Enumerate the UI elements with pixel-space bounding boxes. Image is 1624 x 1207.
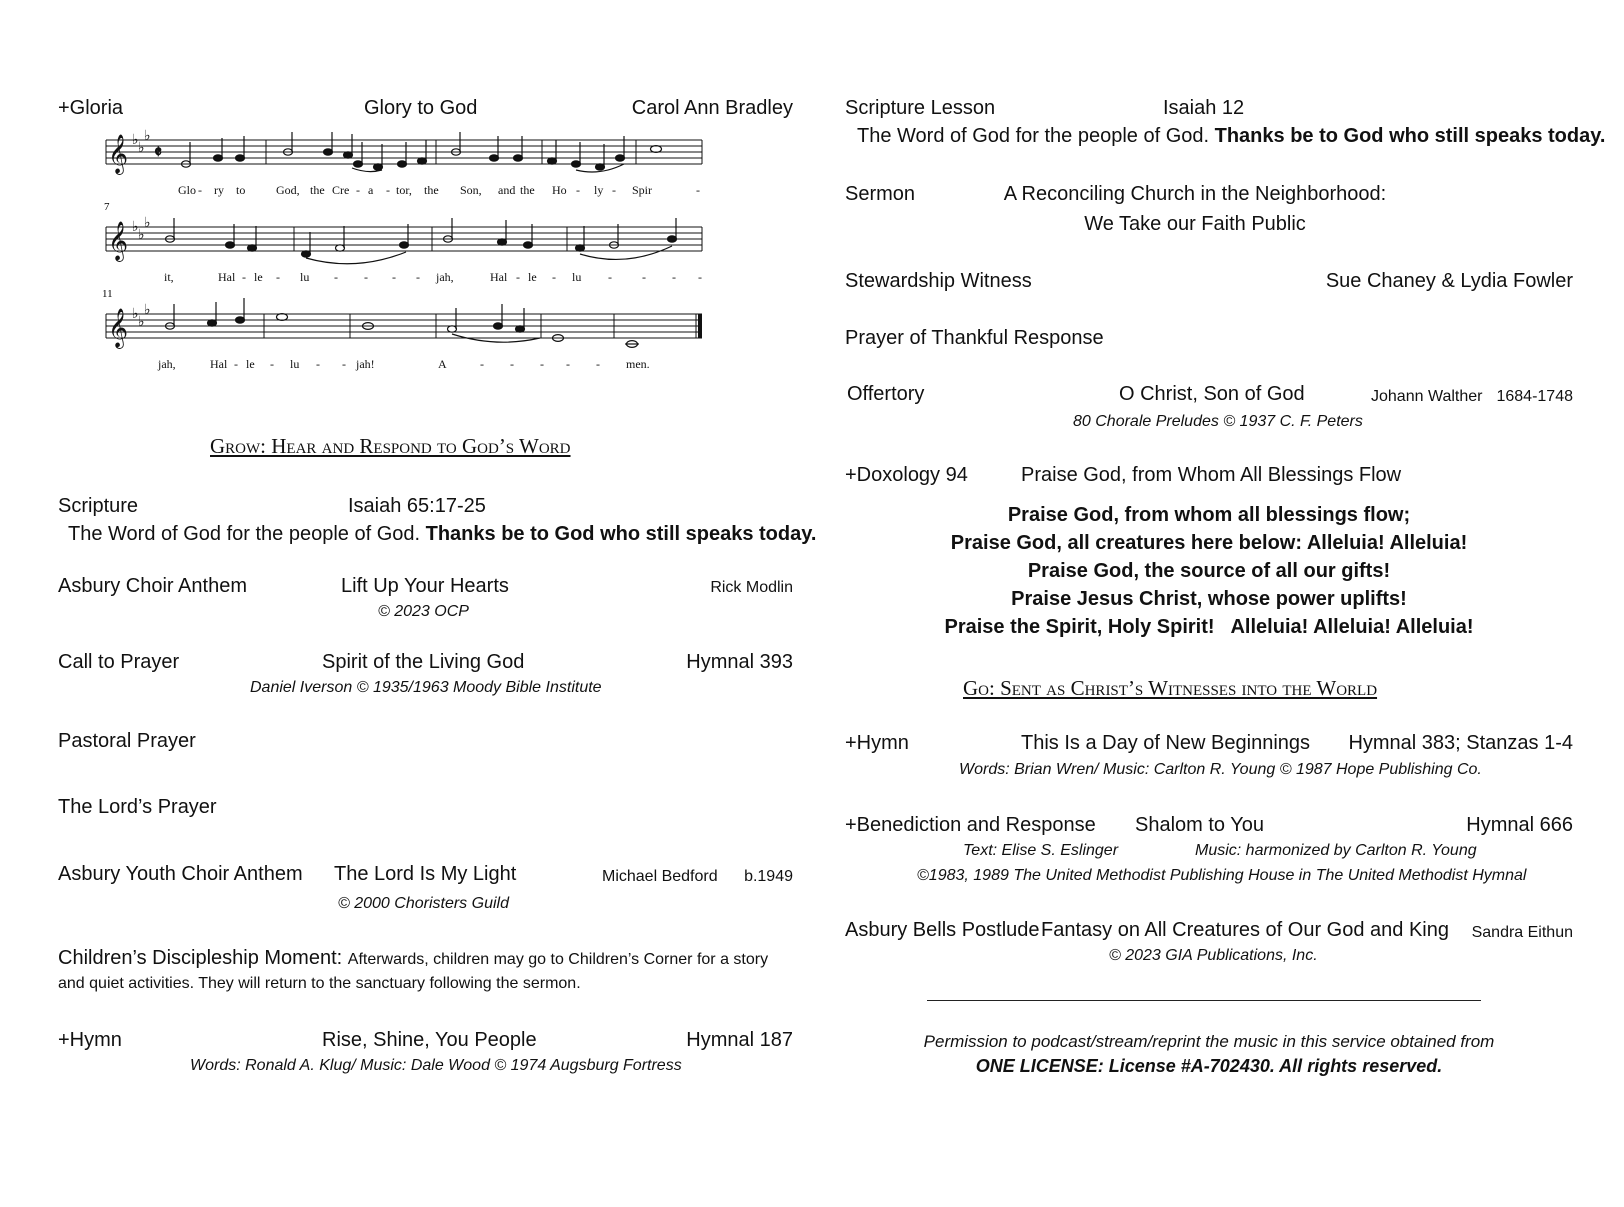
permission-line-1: Permission to podcast/stream/reprint the music in this service obtained from bbox=[923, 1032, 1495, 1051]
call-to-prayer-label: Call to Prayer bbox=[58, 651, 180, 673]
svg-text:God,: God, bbox=[276, 183, 300, 197]
svg-text:Ho: Ho bbox=[552, 183, 567, 197]
lyrics-line-2 bbox=[164, 270, 702, 284]
postlude-composer: Sandra Eithun bbox=[1471, 924, 1573, 941]
postlude-label: Asbury Bells Postlude bbox=[845, 919, 1040, 941]
call-to-prayer-hymnal: Hymnal 393 bbox=[686, 651, 793, 673]
svg-text:-: - bbox=[276, 270, 280, 284]
treble-clef-2: 𝄞 bbox=[108, 221, 129, 261]
hymn-credit: Words: Ronald A. Klug/ Music: Dale Wood © 1974 Augsburg Fortress bbox=[190, 1057, 682, 1074]
gloria-label: +Gloria bbox=[58, 97, 124, 119]
scripture-response-plain: The Word of God for the people of God. bbox=[68, 523, 421, 545]
svg-text:tor,: tor, bbox=[396, 183, 412, 197]
svg-text:lu: lu bbox=[300, 270, 310, 284]
choir-anthem-composer: Rick Modlin bbox=[710, 579, 793, 596]
svg-text:-: - bbox=[540, 357, 544, 371]
svg-text:the: the bbox=[310, 183, 325, 197]
svg-text:jah!: jah! bbox=[356, 357, 375, 371]
svg-text:-: - bbox=[364, 270, 368, 284]
svg-text:Hal: Hal bbox=[490, 270, 508, 284]
choir-anthem-credit: © 2023 OCP bbox=[378, 603, 469, 620]
hymn-right-credit: Words: Brian Wren/ Music: Carlton R. Young © 1987 Hope Publishing Co. bbox=[959, 761, 1482, 778]
notes-staff-3 bbox=[166, 298, 640, 347]
svg-text:-: - bbox=[642, 270, 646, 284]
treble-clef-1: 𝄞 bbox=[108, 134, 129, 174]
svg-text:le: le bbox=[254, 270, 263, 284]
final-barline bbox=[698, 314, 702, 338]
benediction-credit-text: Text: Elise S. Eslinger bbox=[963, 842, 1119, 859]
svg-text:♭: ♭ bbox=[132, 219, 139, 235]
hymn-label: +Hymn bbox=[58, 1029, 122, 1051]
svg-text:le: le bbox=[528, 270, 537, 284]
gloria-composer: Carol Ann Bradley bbox=[631, 97, 793, 119]
go-heading: Go: Sent as Christ’s Witnesses into the World bbox=[963, 676, 1378, 700]
doxology-line-3: Praise God, the source of all our gifts! bbox=[1027, 560, 1391, 582]
benediction-credit-2: ©1983, 1989 The United Methodist Publishing House in The United Methodist Hymnal bbox=[917, 867, 1527, 884]
offertory-composer: Johann Walther bbox=[1371, 388, 1483, 405]
svg-text:♭: ♭ bbox=[144, 302, 151, 318]
lords-prayer: The Lord’s Prayer bbox=[58, 796, 217, 818]
childrens-label: Children’s Discipleship Moment: bbox=[58, 947, 343, 969]
scripture-label: Scripture bbox=[58, 495, 139, 517]
svg-text:♭: ♭ bbox=[132, 306, 139, 322]
svg-text:a: a bbox=[368, 183, 374, 197]
stewardship-names: Sue Chaney & Lydia Fowler bbox=[1325, 270, 1573, 292]
sermon-label: Sermon bbox=[845, 183, 916, 205]
svg-text:-: - bbox=[596, 357, 600, 371]
youth-anthem-dates: b.1949 bbox=[744, 868, 793, 885]
childrens-text-2: and quiet activities. They will return to the sanctuary following the sermon. bbox=[58, 975, 581, 992]
scripture-ref: Isaiah 65:17-25 bbox=[348, 495, 486, 517]
scripture-lesson-ref: Isaiah 12 bbox=[1163, 97, 1245, 119]
svg-text:-: - bbox=[480, 357, 484, 371]
svg-text:Son,: Son, bbox=[460, 183, 482, 197]
postlude-title: Fantasy on All Creatures of Our God and King bbox=[1041, 919, 1449, 941]
svg-text:-: - bbox=[392, 270, 396, 284]
svg-text:it,: it, bbox=[164, 270, 174, 284]
call-to-prayer-title: Spirit of the Living God bbox=[322, 651, 525, 673]
svg-text:-: - bbox=[416, 270, 420, 284]
measure-number-11: 11 bbox=[102, 288, 113, 300]
svg-text:-: - bbox=[386, 183, 390, 197]
grow-heading: Grow: Hear and Respond to God’s Word bbox=[210, 434, 571, 458]
svg-text:-: - bbox=[566, 357, 570, 371]
benediction-label: +Benediction and Response bbox=[845, 814, 1096, 836]
scripture-response-bold: Thanks be to God who still speaks today. bbox=[425, 523, 817, 545]
hymn-right-title: This Is a Day of New Beginnings bbox=[1021, 732, 1311, 754]
music-notation bbox=[102, 128, 728, 390]
sermon-title-1: A Reconciling Church in the Neighborhood: bbox=[1003, 183, 1387, 205]
hymn-right-hymnal: Hymnal 383; Stanzas 1-4 bbox=[1348, 732, 1573, 754]
choir-anthem-label: Asbury Choir Anthem bbox=[58, 575, 247, 597]
notes-staff-2 bbox=[166, 218, 677, 264]
svg-text:Cre: Cre bbox=[332, 183, 350, 197]
postlude-credit: © 2023 GIA Publications, Inc. bbox=[1109, 947, 1318, 964]
hymn-right-label: +Hymn bbox=[845, 732, 909, 754]
svg-text:Hal: Hal bbox=[218, 270, 236, 284]
svg-text:-: - bbox=[552, 270, 556, 284]
lyrics-line-1 bbox=[178, 183, 700, 197]
offertory-dates: 1684-1748 bbox=[1496, 388, 1573, 405]
sermon-title-2: We Take our Faith Public bbox=[1084, 213, 1306, 235]
childrens-text-1: Afterwards, children may go to Children’s Corner for a story bbox=[347, 951, 769, 968]
doxology-label: +Doxology 94 bbox=[845, 464, 968, 486]
svg-text:jah,: jah, bbox=[436, 270, 454, 284]
call-to-prayer-credit: Daniel Iverson © 1935/1963 Moody Bible Institute bbox=[250, 679, 602, 696]
svg-text:to: to bbox=[236, 183, 246, 197]
hymn-title: Rise, Shine, You People bbox=[322, 1029, 537, 1051]
scripture-lesson-response bbox=[857, 124, 1605, 148]
scripture-response bbox=[68, 522, 816, 546]
svg-text:lu: lu bbox=[290, 357, 300, 371]
treble-clef-3: 𝄞 bbox=[108, 308, 129, 348]
doxology-line-2: Praise God, all creatures here below: Alleluia! Alleluia! bbox=[950, 532, 1468, 554]
svg-text:-: - bbox=[696, 183, 700, 197]
music-staves bbox=[102, 128, 728, 390]
time-signature: 𝄵 bbox=[154, 142, 163, 163]
svg-text:-: - bbox=[234, 357, 238, 371]
youth-anthem-credit: © 2000 Choristers Guild bbox=[338, 895, 509, 912]
svg-text:-: - bbox=[608, 270, 612, 284]
permission-line-2: ONE LICENSE: License #A-702430. All rights reserved. bbox=[975, 1056, 1443, 1076]
gloria-title: Glory to God bbox=[364, 97, 478, 119]
svg-text:-: - bbox=[270, 357, 274, 371]
svg-text:Spir: Spir bbox=[632, 183, 653, 197]
svg-text:-: - bbox=[356, 183, 360, 197]
svg-text:-: - bbox=[198, 183, 202, 197]
svg-text:ry: ry bbox=[214, 183, 224, 197]
divider-line bbox=[927, 1000, 1481, 1001]
svg-text:men.: men. bbox=[626, 357, 650, 371]
svg-text:-: - bbox=[698, 270, 702, 284]
svg-text:A: A bbox=[438, 357, 447, 371]
svg-text:♭: ♭ bbox=[132, 132, 139, 148]
scripture-lesson-response-bold: Thanks be to God who still speaks today. bbox=[1214, 125, 1606, 147]
svg-text:the: the bbox=[520, 183, 535, 197]
svg-text:-: - bbox=[316, 357, 320, 371]
svg-text:ly: ly bbox=[594, 183, 604, 197]
staff-1 bbox=[106, 140, 702, 164]
svg-text:Glo: Glo bbox=[178, 183, 196, 197]
benediction-title: Shalom to You bbox=[1135, 814, 1264, 836]
svg-text:-: - bbox=[516, 270, 520, 284]
stewardship-label: Stewardship Witness bbox=[845, 270, 1032, 292]
staff-3 bbox=[106, 314, 702, 338]
choir-anthem-title: Lift Up Your Hearts bbox=[341, 575, 509, 597]
svg-text:jah,: jah, bbox=[158, 357, 176, 371]
pastoral-prayer: Pastoral Prayer bbox=[58, 730, 196, 752]
svg-text:-: - bbox=[342, 357, 346, 371]
offertory-title: O Christ, Son of God bbox=[1119, 383, 1305, 405]
svg-text:-: - bbox=[242, 270, 246, 284]
benediction-credit-music: Music: harmonized by Carlton R. Young bbox=[1195, 842, 1477, 859]
offertory-label: Offertory bbox=[847, 383, 925, 405]
svg-text:-: - bbox=[612, 183, 616, 197]
hymn-hymnal: Hymnal 187 bbox=[686, 1029, 793, 1051]
youth-anthem-composer: Michael Bedford bbox=[602, 868, 718, 885]
doxology-line-4: Praise Jesus Christ, whose power uplifts! bbox=[1011, 588, 1407, 610]
childrens-moment bbox=[58, 946, 768, 972]
svg-text:♭: ♭ bbox=[144, 215, 151, 231]
doxology-line-1: Praise God, from whom all blessings flow; bbox=[1007, 504, 1411, 526]
svg-text:♭: ♭ bbox=[138, 314, 145, 330]
svg-text:le: le bbox=[246, 357, 255, 371]
scripture-lesson-response-plain: The Word of God for the people of God. bbox=[857, 125, 1210, 147]
svg-text:-: - bbox=[672, 270, 676, 284]
svg-text:lu: lu bbox=[572, 270, 582, 284]
svg-text:and: and bbox=[498, 183, 516, 197]
svg-text:♭: ♭ bbox=[138, 227, 145, 243]
svg-text:-: - bbox=[334, 270, 338, 284]
scripture-lesson-label: Scripture Lesson bbox=[845, 97, 996, 119]
svg-text:-: - bbox=[576, 183, 580, 197]
svg-text:♭: ♭ bbox=[144, 128, 151, 144]
thankful-response: Prayer of Thankful Response bbox=[845, 327, 1104, 349]
youth-anthem-title: The Lord Is My Light bbox=[334, 863, 517, 885]
benediction-hymnal: Hymnal 666 bbox=[1466, 814, 1573, 836]
svg-text:-: - bbox=[510, 357, 514, 371]
svg-text:Hal: Hal bbox=[210, 357, 228, 371]
youth-anthem-label: Asbury Youth Choir Anthem bbox=[58, 863, 303, 885]
doxology-line-5: Praise the Spirit, Holy Spirit! Alleluia! Alleluia! Alleluia! bbox=[944, 616, 1474, 638]
svg-text:♭: ♭ bbox=[138, 140, 145, 156]
offertory-credit: 80 Chorale Preludes © 1937 C. F. Peters bbox=[1073, 413, 1363, 430]
lyrics-line-3 bbox=[157, 357, 650, 371]
doxology-title: Praise God, from Whom All Blessings Flow bbox=[1021, 464, 1402, 486]
measure-number-7: 7 bbox=[104, 201, 110, 213]
svg-text:the: the bbox=[424, 183, 439, 197]
